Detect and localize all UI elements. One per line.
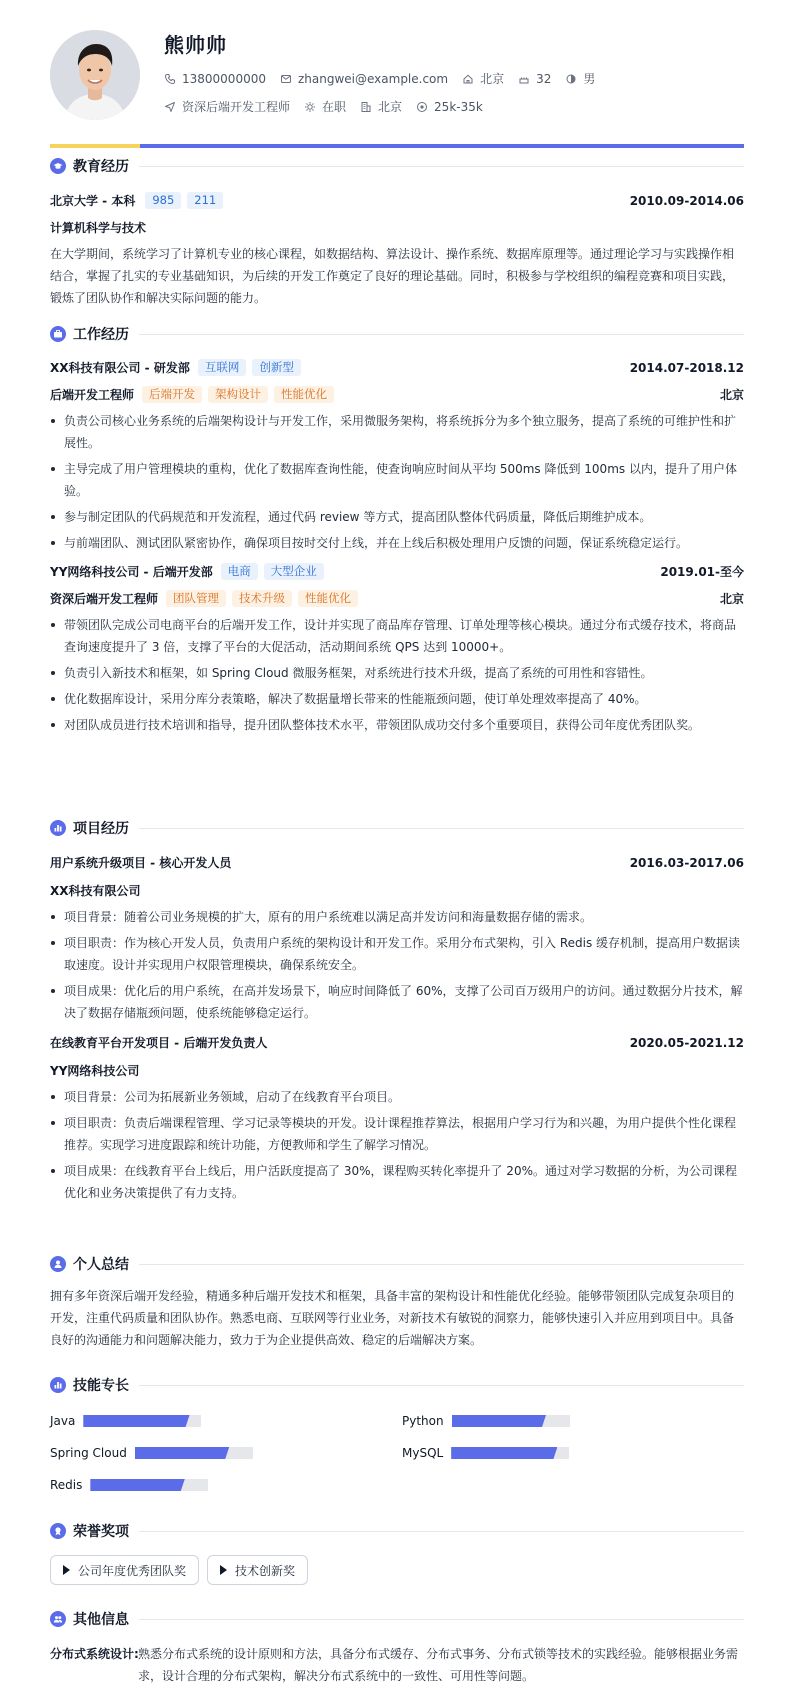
coin-icon — [416, 101, 428, 113]
chart-icon — [50, 820, 66, 836]
education-section — [50, 156, 744, 309]
briefcase-icon — [50, 326, 66, 342]
skills-grid — [50, 1412, 744, 1494]
phone-icon — [164, 73, 176, 85]
job-role-row — [50, 386, 744, 403]
award-chip[interactable] — [50, 1555, 199, 1585]
list-item: 负责公司核心业务系统的后端架构设计与开发工作，采用微服务架构，将系统拆分为多个独立服务，提高了系统的可维护性和扩展性。 — [50, 410, 744, 454]
award-chip[interactable] — [207, 1555, 308, 1585]
projects-title: 项目经历 — [73, 821, 129, 837]
skill-name: Python — [402, 1414, 444, 1428]
list-item: 参与制定团队的代码规范和开发流程，通过代码 review 等方式，提高团队整体代码质量，降低后期维护成本。 — [50, 506, 744, 528]
education-title: 教育经历 — [73, 159, 129, 175]
role-tag: 技术升级 — [232, 590, 292, 607]
list-item: 主导完成了用户管理模块的重构，优化了数据库查询性能，使查询响应时间从平均 500ms 降低到 100ms 以内，提升了用户体验。 — [50, 458, 744, 502]
gender-icon — [565, 73, 577, 85]
people-icon — [50, 1611, 66, 1627]
company-tag: 电商 — [221, 563, 258, 580]
other-section — [50, 1609, 744, 1687]
role-group — [50, 590, 358, 607]
job-location: 北京 — [719, 388, 744, 402]
job-entry — [50, 563, 744, 736]
company-group — [50, 359, 301, 376]
user-icon — [50, 1256, 66, 1272]
work-section — [50, 324, 744, 740]
status-icon — [304, 101, 316, 113]
list-item: 对团队成员进行技术培训和指导，提升团队整体技术水平，带领团队成功交付多个重要项目，获得公司年度优秀团队奖。 — [50, 714, 744, 736]
home-icon — [462, 73, 474, 85]
project-row — [50, 1034, 744, 1051]
awards-title: 荣誉奖项 — [73, 1524, 129, 1540]
section-rule — [139, 828, 744, 829]
skill-name: Java — [50, 1414, 76, 1428]
list-item: 负责引入新技术和框架，如 Spring Cloud 微服务框架，对系统进行技术升级，提高了系统的可用性和容错性。 — [50, 662, 744, 684]
skills-header — [50, 1375, 744, 1395]
project-company: XX科技有限公司 — [50, 884, 141, 898]
header-divider — [50, 144, 744, 148]
age-text: 32 — [536, 71, 552, 86]
skill-item — [50, 1412, 402, 1430]
job-entry — [50, 359, 744, 554]
job-company-row — [50, 359, 744, 376]
send-icon — [164, 101, 176, 113]
awards-header — [50, 1521, 744, 1541]
project-bullets — [50, 1086, 744, 1204]
award-label: 公司年度优秀团队奖 — [78, 1563, 187, 1578]
salary-item — [416, 100, 483, 114]
divider-accent-blue — [140, 144, 744, 148]
skills-section — [50, 1375, 744, 1494]
company-tag: 创新型 — [252, 359, 301, 376]
school-tag: 985 — [145, 192, 181, 209]
contact-row — [164, 70, 609, 87]
city-text: 北京 — [378, 100, 403, 114]
company-group — [50, 563, 324, 580]
list-item: 与前端团队、测试团队紧密协作，确保项目按时交付上线，并在上线后积极处理用户反馈的问题，保证系统稳定运行。 — [50, 532, 744, 554]
section-rule — [139, 1619, 744, 1620]
role-tag: 性能优化 — [298, 590, 358, 607]
list-item: 项目成果：在线教育平台上线后，用户活跃度提高了 30%，课程购买转化率提升了 20%。通过对学习数据的分析，为公司课程优化和业务决策提供了有力支持。 — [50, 1160, 744, 1204]
skill-level-bar — [135, 1447, 253, 1459]
list-item: 项目背景：随着公司业务规模的扩大，原有的用户系统难以满足高并发访问和海量数据存储的需求。 — [50, 906, 744, 928]
list-item: 项目职责：作为核心开发人员，负责用户系统的架构设计和开发工作。采用分布式架构，引入 Redis 缓存机制，提高用户数据读取速度。设计并实现用户权限管理模块，确保系统安全。 — [50, 932, 744, 976]
awards-list — [50, 1555, 744, 1585]
work-header — [50, 324, 744, 344]
list-item: 项目背景：公司为拓展新业务领域，启动了在线教育平台项目。 — [50, 1086, 744, 1108]
list-item: 项目成果：优化后的用户系统，在高并发场景下，响应时间降低了 60%，支撑了公司百万级用户的访问。通过数据分片技术，解决了数据存储瓶颈问题，使系统能够稳定运行。 — [50, 980, 744, 1024]
section-rule — [139, 166, 744, 167]
project-bullets — [50, 906, 744, 1024]
job-role-row — [50, 590, 744, 607]
job-location: 北京 — [719, 592, 744, 606]
skill-level-fill — [451, 1447, 557, 1459]
job-row — [164, 98, 497, 115]
project-period: 2016.03-2017.06 — [629, 855, 744, 870]
award-label: 技术创新奖 — [235, 1563, 296, 1578]
job-title-text: 资深后端开发工程师 — [182, 100, 291, 114]
project-entry — [50, 1034, 744, 1204]
status-item — [304, 98, 346, 115]
education-row — [50, 192, 744, 209]
phone-item — [164, 72, 266, 86]
skill-level-fill — [90, 1479, 184, 1491]
school-group — [50, 192, 223, 209]
gender-item — [565, 70, 595, 87]
education-header — [50, 156, 744, 176]
education-major: 计算机科学与技术 — [50, 221, 147, 235]
awards-section — [50, 1521, 744, 1585]
job-bullets — [50, 614, 744, 736]
summary-header — [50, 1254, 744, 1274]
role-name: 后端开发工程师 — [50, 388, 135, 402]
bar-chart-icon — [50, 1377, 66, 1393]
projects-section — [50, 818, 744, 1208]
divider-accent-yellow — [50, 144, 140, 148]
job-period: 2019.01-至今 — [660, 565, 744, 579]
project-name: 在线教育平台开发项目 - 后端开发负责人 — [50, 1036, 268, 1050]
salary-text: 25k-35k — [434, 99, 483, 114]
skill-level-bar — [451, 1447, 569, 1459]
list-item: 优化数据库设计，采用分库分表策略，解决了数据量增长带来的性能瓶颈问题，使订单处理效率提高了 40%。 — [50, 688, 744, 710]
school-name: 北京大学 - 本科 — [50, 194, 136, 208]
cake-icon — [518, 73, 530, 85]
other-info-label: 分布式系统设计: — [50, 1647, 139, 1661]
mail-icon — [280, 73, 292, 85]
list-item: 带领团队完成公司电商平台的后端开发工作，设计并实现了商品库存管理、订单处理等核心模块。通过分布式缓存技术，将商品查询速度提升了 3 倍，支撑了平台的大促活动，活动期间系统 QPS 达到 10000+。 — [50, 614, 744, 658]
role-tag: 架构设计 — [208, 386, 268, 403]
section-rule — [139, 1264, 744, 1265]
skill-name: MySQL — [402, 1446, 444, 1460]
summary-text: 拥有多年资深后端开发经验，精通多种后端开发技术和框架，具备丰富的架构设计和性能优化经验。能够带领团队完成复杂项目的开发，注重代码质量和团队协作。熟悉电商、互联网等行业业务，对新技术有敏锐的洞察力，能够快速引入并应用到项目中。具备良好的沟通能力和问题解决能力，致力于为企业提供高效、稳定的后端解决方案。 — [50, 1289, 735, 1347]
skill-item — [402, 1412, 754, 1430]
phone-text[interactable]: 13800000000 — [182, 71, 266, 86]
role-name: 资深后端开发工程师 — [50, 592, 159, 606]
project-name: 用户系统升级项目 - 核心开发人员 — [50, 856, 232, 870]
building-icon — [360, 101, 372, 113]
project-entry — [50, 854, 744, 1024]
section-rule — [139, 1531, 744, 1532]
candidate-name: 熊帅帅 — [164, 33, 227, 57]
company-tag: 互联网 — [198, 359, 247, 376]
job-bullets — [50, 410, 744, 554]
skill-item — [50, 1444, 402, 1462]
skill-name: Redis — [50, 1478, 83, 1492]
role-tag: 团队管理 — [166, 590, 226, 607]
list-item: 项目职责：负责后端课程管理、学习记录等模块的开发。设计课程推荐算法，根据用户学习行为和兴趣，为用户提供个性化课程推荐。实现学习进度跟踪和统计功能，方便教师和学生了解学习情况。 — [50, 1112, 744, 1156]
job-company-row — [50, 563, 744, 580]
other-title: 其他信息 — [73, 1612, 129, 1628]
school-tag: 211 — [187, 192, 223, 209]
company-name: YY网络科技公司 - 后端开发部 — [50, 565, 213, 579]
skill-item — [50, 1476, 402, 1494]
other-header — [50, 1609, 744, 1629]
play-icon — [63, 1565, 70, 1575]
summary-title: 个人总结 — [73, 1257, 129, 1273]
medal-icon — [50, 1523, 66, 1539]
skill-level-fill — [135, 1447, 229, 1459]
skill-level-bar — [83, 1415, 201, 1427]
avatar — [50, 30, 140, 120]
hometown-item — [462, 70, 504, 87]
skills-title: 技能专长 — [73, 1378, 129, 1394]
section-rule — [139, 1385, 744, 1386]
skill-level-fill — [452, 1415, 546, 1427]
role-tag: 后端开发 — [142, 386, 202, 403]
skill-level-bar — [452, 1415, 570, 1427]
play-icon — [220, 1565, 227, 1575]
work-title: 工作经历 — [73, 327, 129, 343]
company-tag: 大型企业 — [264, 563, 324, 580]
status-text: 在职 — [322, 100, 347, 114]
role-group — [50, 386, 334, 403]
project-row — [50, 854, 744, 871]
skill-level-fill — [83, 1415, 189, 1427]
other-info-text: 熟悉分布式系统的设计原则和方法，具备分布式缓存、分布式事务、分布式锁等技术的实践经验。能够根据业务需求，设计合理的分布式架构，解决分布式系统中的一致性、可用性等问题。 — [138, 1647, 739, 1683]
role-tag: 性能优化 — [274, 386, 334, 403]
gender-text: 男 — [583, 72, 596, 86]
project-company: YY网络科技公司 — [50, 1064, 140, 1078]
summary-section — [50, 1254, 744, 1351]
projects-header — [50, 818, 744, 838]
skill-item — [402, 1444, 754, 1462]
job-period: 2014.07-2018.12 — [629, 360, 744, 375]
section-rule — [139, 334, 744, 335]
city-item — [360, 98, 402, 115]
email-item — [280, 72, 448, 86]
hometown-text: 北京 — [480, 72, 505, 86]
graduation-cap-icon — [50, 158, 66, 174]
company-name: XX科技有限公司 - 研发部 — [50, 361, 190, 375]
skill-name: Spring Cloud — [50, 1446, 127, 1460]
email-text[interactable]: zhangwei@example.com — [297, 71, 449, 86]
skill-level-bar — [90, 1479, 208, 1491]
resume-header — [50, 0, 744, 146]
job-title-item — [164, 98, 290, 115]
project-period: 2020.05-2021.12 — [629, 1035, 744, 1050]
education-period: 2010.09-2014.06 — [629, 193, 744, 208]
age-item — [518, 72, 551, 86]
education-description: 在大学期间，系统学习了计算机专业的核心课程，如数据结构、算法设计、操作系统、数据库原理等。通过理论学习与实践操作相结合，掌握了扎实的专业基础知识，为后续的开发工作奠定了良好的理论基础。同时，积极参与学校组织的编程竞赛和项目实践，锻炼了团队协作和解决实际问题的能力。 — [50, 247, 735, 305]
other-info-row — [50, 1643, 744, 1687]
